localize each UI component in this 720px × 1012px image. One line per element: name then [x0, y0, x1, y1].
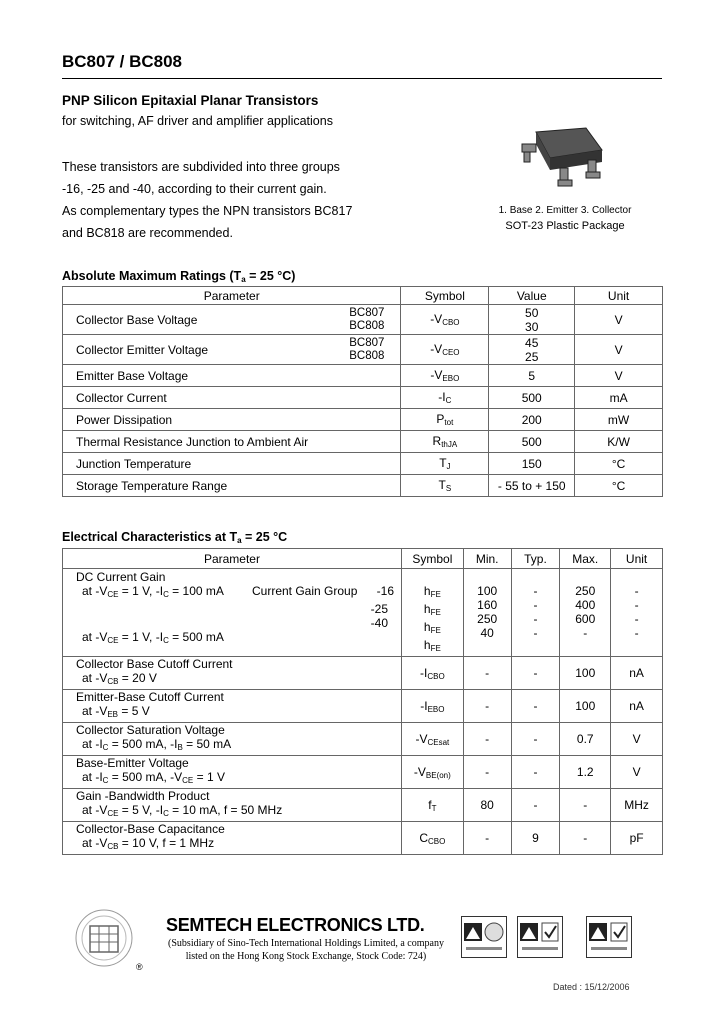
max-cell: 1.2 [560, 756, 611, 789]
unit-cell: K/W [575, 431, 663, 453]
symbol-cell: $-I_{EBO}$ [401, 690, 463, 723]
table-row [63, 756, 663, 789]
table-row [63, 305, 663, 335]
header-symbol: Symbol [401, 549, 463, 569]
unit-cell: V [575, 335, 663, 365]
value-cell: - 55 to + 150 [489, 475, 575, 497]
typ-cell: - [511, 690, 560, 723]
dated-text: Dated : 15/12/2006 [553, 982, 630, 992]
param-cell: Gain -Bandwidth Product at $-V_{CE} = 5$ V, $-I_C = 10$ mA, f = 50 MHz [63, 789, 402, 822]
subsidiary-note: (Subsidiary of Sino-Tech International Holdings Limited, a company listed on the Hong Kong Stock Exchange, Stock Code: 724) [168, 938, 444, 962]
typ-cell: 9 [511, 822, 560, 855]
table-header-row [63, 549, 663, 569]
param-cell: Emitter Base Voltage [63, 365, 401, 387]
header-unit: Unit [611, 549, 663, 569]
header-unit: Unit [575, 287, 663, 305]
table-header-row [63, 287, 663, 305]
symbol-cell: $C_{CBO}$ [401, 822, 463, 855]
symbol-cell: $f_T$ [401, 789, 463, 822]
symbol-cell: $-V_{BE(on)}$ [401, 756, 463, 789]
min-cell: - [463, 822, 511, 855]
param-cell: Base-Emitter Voltage at $-I_C = 500$ mA, $-V_{CE} = 1$ V [63, 756, 402, 789]
param-cell: Collector Emitter Voltage BC807 BC808 [63, 335, 401, 365]
header-parameter: Parameter [63, 549, 402, 569]
min-cell: - [463, 690, 511, 723]
symbol-cell: $R_{thJA}$ [401, 431, 489, 453]
header-min: Min. [463, 549, 511, 569]
value-cell: 5 [489, 365, 575, 387]
unit-cell: °C [575, 475, 663, 497]
title-rule [62, 78, 662, 79]
param-cell: Thermal Resistance Junction to Ambient Air [63, 431, 401, 453]
param-cell: Collector-Base Capacitance at $-V_{CB} = 10$ V, f = 1 MHz [63, 822, 402, 855]
param-cell: Power Dissipation [63, 409, 401, 431]
value-cell: 200 [489, 409, 575, 431]
unit-cell: - - - - [611, 569, 663, 657]
registered-mark: ® [136, 962, 143, 972]
min-cell: - [463, 723, 511, 756]
min-cell: 80 [463, 789, 511, 822]
symbol-cell: $T_S$ [401, 475, 489, 497]
certification-badge-icon [586, 916, 632, 958]
unit-cell: nA [611, 690, 663, 723]
product-subtitle: PNP Silicon Epitaxial Planar Transistors [62, 93, 319, 108]
max-cell: 0.7 [560, 723, 611, 756]
description-line: and BC818 are recommended. [62, 226, 233, 240]
unit-cell: °C [575, 453, 663, 475]
header-typ: Typ. [511, 549, 560, 569]
symbol-cell: $-V_{EBO}$ [401, 365, 489, 387]
document-title: BC807 / BC808 [62, 52, 183, 71]
typ-cell: - [511, 756, 560, 789]
description-line: -16, -25 and -40, according to their current gain. [62, 182, 327, 196]
description-paragraph [62, 156, 382, 244]
table-row [63, 431, 663, 453]
sot23-package-image [518, 122, 608, 192]
param-cell: Collector Base Cutoff Current at $-V_{CB} = 20$ V [63, 657, 402, 690]
value-cell: 150 [489, 453, 575, 475]
param-cell: Junction Temperature [63, 453, 401, 475]
min-cell: 100 160 250 40 [463, 569, 511, 657]
certification-badge-icon [517, 916, 563, 958]
param-cell: Emitter-Base Cutoff Current at $-V_{EB} = 5$ V [63, 690, 402, 723]
unit-cell: V [611, 756, 663, 789]
table-row [63, 569, 663, 657]
unit-cell: mA [575, 387, 663, 409]
value-cell: 45 25 [489, 335, 575, 365]
header-value: Value [489, 287, 575, 305]
table-row [63, 657, 663, 690]
unit-cell: V [611, 723, 663, 756]
certification-badge-icon [461, 916, 507, 958]
param-cell: Collector Saturation Voltage at $-I_C = 500$ mA, $-I_B = 50$ mA [63, 723, 402, 756]
unit-cell: MHz [611, 789, 663, 822]
min-cell: - [463, 756, 511, 789]
unit-cell: V [575, 365, 663, 387]
value-cell: 500 [489, 431, 575, 453]
min-cell: - [463, 657, 511, 690]
value-cell: 50 30 [489, 305, 575, 335]
typ-cell: - - - - [511, 569, 560, 657]
unit-cell: V [575, 305, 663, 335]
header-parameter: Parameter [63, 287, 401, 305]
unit-cell: mW [575, 409, 663, 431]
table-row [63, 822, 663, 855]
symbol-cell: $-V_{CBO}$ [401, 305, 489, 335]
table-row [63, 335, 663, 365]
typ-cell: - [511, 657, 560, 690]
pin-label: 1. Base 2. Emitter 3. Collector [498, 205, 632, 216]
description-line: As complementary types the NPN transistors BC817 [62, 204, 353, 218]
header-max: Max. [560, 549, 611, 569]
param-cell: DC Current Gain at $-V_{CE} = 1$ V, $-I_C = 100$ mA Current Gain Group -16 -25 -40 at $-V_{CE} = 1$ V, $-I_C = 500$ mA [63, 569, 402, 657]
table-row [63, 789, 663, 822]
param-cell: Collector Base Voltage BC807 BC808 [63, 305, 401, 335]
unit-cell: pF [611, 822, 663, 855]
typ-cell: - [511, 789, 560, 822]
semtech-globe-logo [74, 908, 134, 968]
table-row [63, 387, 663, 409]
max-cell: 250 400 600 - [560, 569, 611, 657]
applications-text: for switching, AF driver and amplifier applications [62, 114, 333, 128]
table-row [63, 475, 663, 497]
company-name: SEMTECH ELECTRONICS LTD. [166, 915, 425, 935]
symbol-cell: $h_{FE}$ $h_{FE}$ $h_{FE}$ $h_{FE}$ [401, 569, 463, 657]
symbol-cell: $-I_{CBO}$ [401, 657, 463, 690]
param-cell: Collector Current [63, 387, 401, 409]
max-cell: - [560, 822, 611, 855]
symbol-cell: $-I_C$ [401, 387, 489, 409]
table-row [63, 409, 663, 431]
symbol-cell: $-V_{CEsat}$ [401, 723, 463, 756]
table-row [63, 453, 663, 475]
typ-cell: - [511, 723, 560, 756]
abs-max-table [62, 286, 663, 497]
table-row [63, 365, 663, 387]
param-cell: Storage Temperature Range [63, 475, 401, 497]
description-line: These transistors are subdivided into three groups [62, 160, 340, 174]
symbol-cell: $T_J$ [401, 453, 489, 475]
max-cell: - [560, 789, 611, 822]
symbol-cell: $P_{tot}$ [401, 409, 489, 431]
max-cell: 100 [560, 690, 611, 723]
abs-max-title: Absolute Maximum Ratings ($T_a = 25$ °C) [62, 269, 296, 284]
elec-char-table [62, 548, 663, 855]
max-cell: 100 [560, 657, 611, 690]
value-cell: 500 [489, 387, 575, 409]
unit-cell: nA [611, 657, 663, 690]
symbol-cell: $-V_{CEO}$ [401, 335, 489, 365]
package-label: SOT-23 Plastic Package [505, 220, 625, 232]
elec-char-title: Electrical Characteristics at $T_a = 25$ °C [62, 530, 288, 545]
table-row [63, 690, 663, 723]
header-symbol: Symbol [401, 287, 489, 305]
table-row [63, 723, 663, 756]
